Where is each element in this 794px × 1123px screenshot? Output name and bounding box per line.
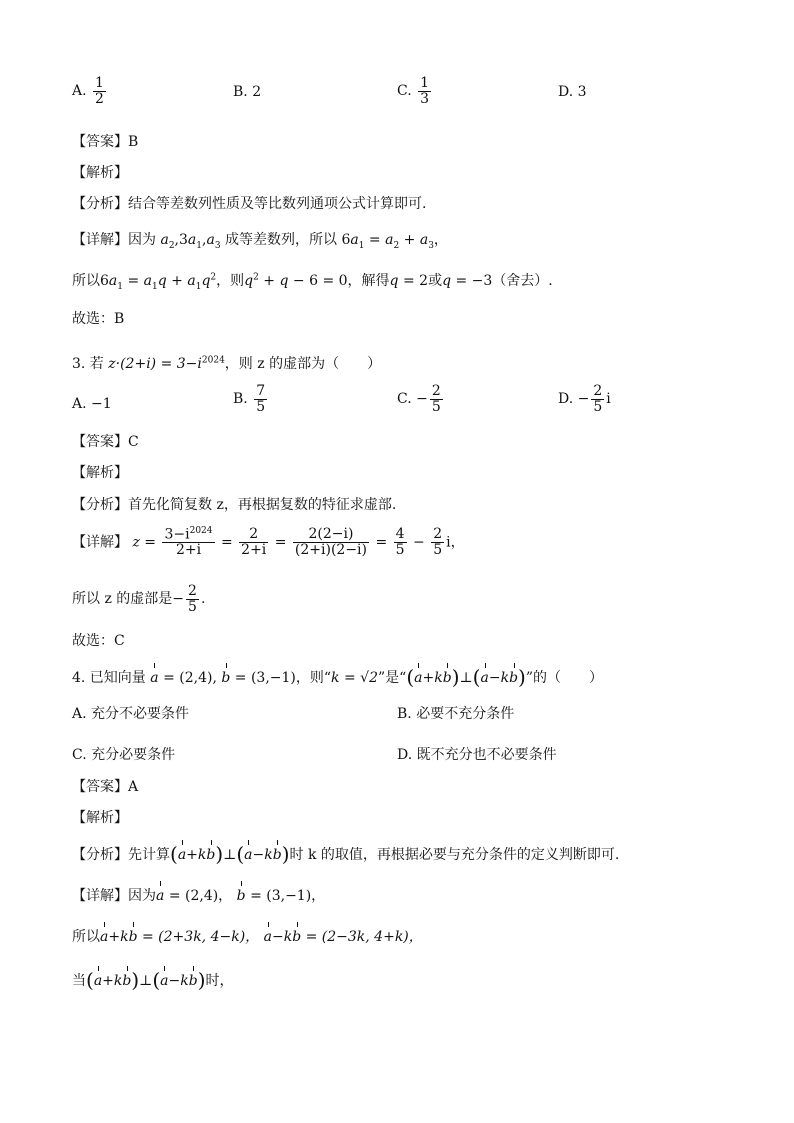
- analysis-tag: 【解析】: [72, 465, 128, 481]
- option-d: D. 3: [558, 84, 587, 100]
- fraction: $\frac{7}{5}$: [256, 383, 266, 415]
- option-a: A. 充分不必要条件: [72, 706, 190, 722]
- fraction: $\frac{1}{3}$: [420, 75, 430, 107]
- analysis-tag: 【解析】: [72, 810, 128, 826]
- analysis-fenxi: 【分析】结合等差数列性质及等比数列通项公式计算即可.: [72, 196, 427, 212]
- analysis-xiangjie: 【详解】因为 $a_2,3a_1,a_3$ 成等差数列，所以 $6a_1 = a_2 + a_3$，: [72, 232, 448, 251]
- question-stem: 3. 若 $z\cdot(2+i) = 3-i^{2024}$，则 z 的虚部为（ ）: [72, 355, 382, 372]
- option-b: B. 必要不充分条件: [397, 706, 515, 722]
- option-a: A. $\frac{1}{2}$: [72, 75, 104, 107]
- question-stem: 4. 已知向量 a = (2,4), b = (3,−1)，则“k = √2”是“(a+kb)⊥(a−kb)”的（ ）: [72, 665, 604, 689]
- fraction: $\frac{2}{5}$: [593, 383, 603, 415]
- option-d: D. − $\frac{2}{5}$ i: [558, 383, 611, 415]
- derivation-line: 所以$6a_1 = a_1q + a_1q^2$，则$q^2 + q - 6 = 0$，解得q = 2或q = −3（舍去）.: [72, 272, 553, 292]
- analysis-fenxi: 【分析】先计算(a+kb)⊥(a−kb)时 k 的取值，再根据必要与充分条件的定义判断即可.: [72, 842, 620, 866]
- option-d: D. 既不充分也不必要条件: [397, 747, 557, 763]
- answer: 【答案】C: [72, 434, 139, 450]
- choose: 故选：B: [72, 311, 125, 327]
- derivation-line: 当(a+kb)⊥(a−kb)时，: [72, 968, 234, 992]
- option-b: B. $\frac{7}{5}$: [233, 383, 266, 415]
- answer: 【答案】A: [72, 779, 139, 795]
- option-c: C. − $\frac{2}{5}$: [397, 383, 441, 415]
- option-a: A. −1: [72, 396, 112, 412]
- option-c: C. $\frac{1}{3}$: [397, 75, 430, 107]
- analysis-tag: 【解析】: [72, 165, 128, 181]
- analysis-fenxi: 【分析】首先化简复数 z，再根据复数的特征求虚部.: [72, 497, 397, 513]
- analysis-xiangjie: 【详解】 z = $\frac{3-i^{2024}}{2+i}$ = $\frac{2}{2+i}$ = $\frac{2(2-i)}{(2+i)(2-i)}$ = $\frac{4}{5}$ − $\frac{2}{5}$ i，: [72, 526, 465, 559]
- analysis-xiangjie: 【详解】因为a = (2,4)， b = (3,−1)，: [72, 888, 326, 904]
- answer: 【答案】B: [72, 134, 139, 150]
- conclusion: 所以 z 的虚部是− $\frac{2}{5}$ .: [72, 583, 206, 615]
- option-b: B. 2: [233, 84, 262, 100]
- fraction: $\frac{1}{2}$: [95, 75, 104, 107]
- derivation-line: 所以a+kb = (2+3k, 4−k)， a−kb = (2−3k, 4+k)，: [72, 929, 423, 945]
- choose: 故选：C: [72, 633, 125, 649]
- fraction: $\frac{2}{5}$: [431, 383, 441, 415]
- option-c: C. 充分必要条件: [72, 747, 176, 763]
